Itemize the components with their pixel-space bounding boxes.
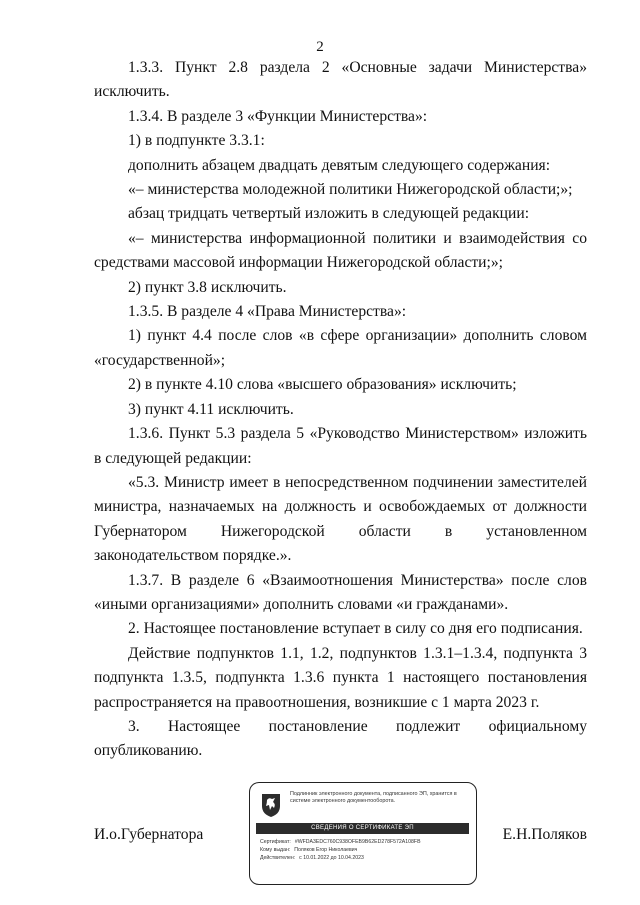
paragraph: 3) пункт 4.11 исключить. <box>128 400 294 418</box>
paragraph: «– министерства молодежной политики Нижегородской области;»; <box>128 181 573 199</box>
coat-of-arms-icon <box>260 792 282 818</box>
paragraph: «5.3. Министр имеет в непосредственном подчинении заместителей министра, назначаемых на должность и освобождаемых от должности Губернатором Нижегородской области в установленном законодательством порядке.». <box>94 473 587 565</box>
issued-to-label: Кому выдан: <box>260 847 291 853</box>
page-number: 2 <box>316 39 324 55</box>
issued-to-value: Поляков Егор Николаевич <box>294 847 358 853</box>
certificate-value: #WFDA3EDC760C938OFEB9B62ED278F572A108FB <box>294 839 421 845</box>
paragraph: 1) в подпункте 3.3.1: <box>128 132 265 150</box>
stamp-certificate-row <box>260 839 472 846</box>
paragraph: 3. Настоящее постановление подлежит официальному опубликованию. <box>94 717 587 760</box>
paragraph: 1.3.5. В разделе 4 «Права Министерства»: <box>128 303 407 321</box>
paragraph: 1.3.7. В разделе 6 «Взаимоотношения Министерства» после слов «иными организациями» дополнить словами «и гражданами». <box>94 571 587 613</box>
paragraph: 2) в пункте 4.10 слова «высшего образования» исключить; <box>128 376 517 394</box>
valid-label: Действителен: <box>260 855 296 861</box>
paragraph: абзац тридцать четвертый изложить в следующей редакции: <box>128 205 530 223</box>
valid-value: с 10.01.2022 до 10.04.2023 <box>299 855 364 861</box>
document-body <box>94 56 587 764</box>
signatory-position: И.о.Губернатора <box>94 826 204 843</box>
paragraph: «– министерства информационной политики и взаимодействия со средствами массовой информации Нижегородской области;»; <box>94 229 587 272</box>
stamp-valid-row <box>260 855 472 862</box>
stamp-header: СВЕДЕНИЯ О СЕРТИФИКАТЕ ЭП <box>256 823 469 834</box>
paragraph: 2) пункт 3.8 исключить. <box>128 278 287 296</box>
certificate-label: Сертификат: <box>260 839 291 845</box>
paragraph: 1.3.3. Пункт 2.8 раздела 2 «Основные задачи Министерства» исключить. <box>94 59 587 101</box>
signatory-name: Е.Н.Поляков <box>502 826 587 843</box>
paragraph: 1.3.4. В разделе 3 «Функции Министерства»: <box>128 107 428 125</box>
e-signature-stamp <box>249 782 477 885</box>
paragraph: Действие подпунктов 1.1, 1.2, подпунктов 1.3.1–1.3.4, подпункта 3 подпункта 1.3.5, подпункта 1.3.6 пункта 1 настоящего постановления распространяется на правоотношения, возникшие с 1 марта 2023 г. <box>94 644 587 711</box>
stamp-note: Подлинник электронного документа, подписанного ЭП, хранится в системе электронного документооборота. <box>290 791 457 804</box>
paragraph: дополнить абзацем двадцать девятым следующего содержания: <box>128 156 551 174</box>
paragraph: 1.3.6. Пункт 5.3 раздела 5 «Руководство Министерством» изложить в следующей редакции: <box>94 425 587 467</box>
paragraph: 2. Настоящее постановление вступает в силу со дня его подписания. <box>128 620 583 638</box>
paragraph: 1) пункт 4.4 после слов «в сфере организации» дополнить словом «государственной»; <box>94 327 587 369</box>
stamp-issued-row <box>260 847 472 854</box>
